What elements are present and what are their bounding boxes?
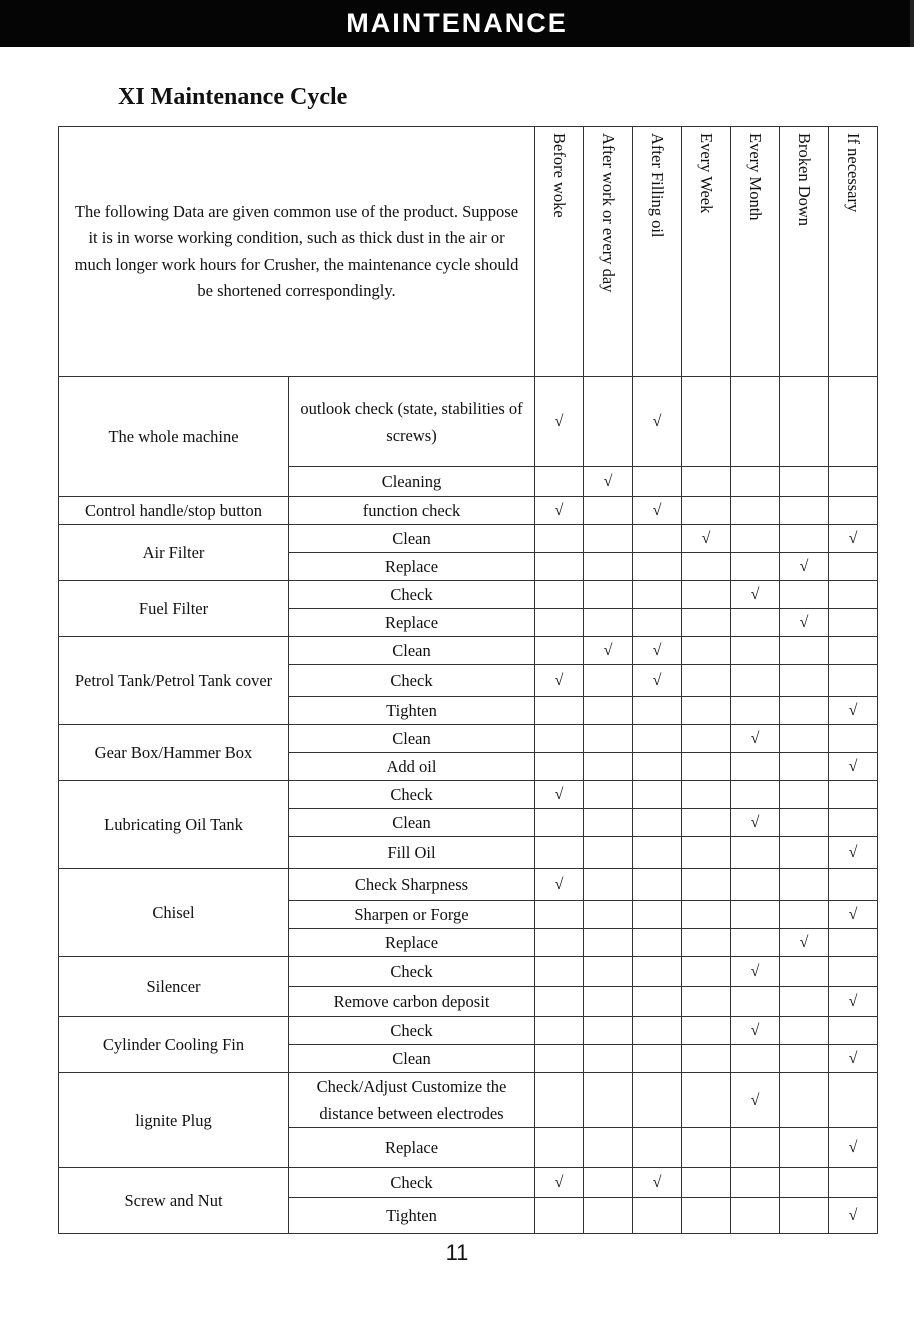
empty-cell <box>731 869 780 901</box>
empty-cell <box>633 987 682 1017</box>
banner-edge-mark <box>910 0 914 47</box>
action-name: Check <box>289 665 535 697</box>
empty-cell <box>535 525 584 553</box>
empty-cell <box>682 753 731 781</box>
empty-cell <box>535 467 584 497</box>
empty-cell <box>584 957 633 987</box>
check-mark: √ <box>780 609 829 637</box>
empty-cell <box>780 1017 829 1045</box>
empty-cell <box>535 1073 584 1128</box>
check-mark: √ <box>535 497 584 525</box>
check-mark: √ <box>731 957 780 987</box>
empty-cell <box>633 869 682 901</box>
empty-cell <box>682 497 731 525</box>
empty-cell <box>829 957 878 987</box>
empty-cell <box>731 1045 780 1073</box>
empty-cell <box>535 581 584 609</box>
empty-cell <box>584 1198 633 1234</box>
empty-cell <box>633 957 682 987</box>
empty-cell <box>731 901 780 929</box>
empty-cell <box>633 837 682 869</box>
empty-cell <box>584 1045 633 1073</box>
empty-cell <box>780 837 829 869</box>
column-header <box>633 127 682 377</box>
header-row <box>59 127 878 377</box>
action-name: Add oil <box>289 753 535 781</box>
empty-cell <box>682 1168 731 1198</box>
empty-cell <box>682 665 731 697</box>
action-name: Replace <box>289 553 535 581</box>
empty-cell <box>535 753 584 781</box>
part-name: lignite Plug <box>59 1073 289 1168</box>
part-name: The whole machine <box>59 377 289 497</box>
empty-cell <box>535 987 584 1017</box>
empty-cell <box>829 869 878 901</box>
check-mark: √ <box>780 929 829 957</box>
table-row <box>59 525 878 553</box>
empty-cell <box>731 553 780 581</box>
empty-cell <box>829 929 878 957</box>
empty-cell <box>584 837 633 869</box>
table-body <box>59 127 878 1234</box>
empty-cell <box>780 957 829 987</box>
empty-cell <box>780 753 829 781</box>
empty-cell <box>535 901 584 929</box>
empty-cell <box>535 637 584 665</box>
empty-cell <box>584 1128 633 1168</box>
section-banner <box>0 0 914 47</box>
empty-cell <box>584 809 633 837</box>
empty-cell <box>731 467 780 497</box>
check-mark: √ <box>829 753 878 781</box>
part-name: Lubricating Oil Tank <box>59 781 289 869</box>
empty-cell <box>731 665 780 697</box>
table-row <box>59 637 878 665</box>
column-header <box>584 127 633 377</box>
check-mark: √ <box>682 525 731 553</box>
check-mark: √ <box>633 377 682 467</box>
column-header-label: If necessary <box>844 133 864 213</box>
check-mark: √ <box>829 837 878 869</box>
empty-cell <box>584 525 633 553</box>
column-header-label: After work or every day <box>599 133 619 293</box>
empty-cell <box>780 665 829 697</box>
empty-cell <box>633 1198 682 1234</box>
table-row <box>59 581 878 609</box>
empty-cell <box>829 809 878 837</box>
maintenance-cycle-table <box>58 126 878 1234</box>
column-header-label: Before woke <box>550 133 570 218</box>
empty-cell <box>633 1128 682 1168</box>
empty-cell <box>682 697 731 725</box>
check-mark: √ <box>535 665 584 697</box>
part-name: Petrol Tank/Petrol Tank cover <box>59 637 289 725</box>
empty-cell <box>731 1168 780 1198</box>
table-row <box>59 1073 878 1128</box>
empty-cell <box>633 901 682 929</box>
action-name: Check Sharpness <box>289 869 535 901</box>
empty-cell <box>633 525 682 553</box>
empty-cell <box>731 377 780 467</box>
empty-cell <box>535 957 584 987</box>
check-mark: √ <box>829 901 878 929</box>
action-name: Replace <box>289 1128 535 1168</box>
banner-title: MAINTENANCE <box>346 8 568 38</box>
empty-cell <box>633 753 682 781</box>
column-header <box>829 127 878 377</box>
column-header <box>682 127 731 377</box>
action-name: Cleaning <box>289 467 535 497</box>
empty-cell <box>780 1128 829 1168</box>
empty-cell <box>535 837 584 869</box>
empty-cell <box>584 753 633 781</box>
empty-cell <box>535 1198 584 1234</box>
check-mark: √ <box>633 637 682 665</box>
action-name: Replace <box>289 929 535 957</box>
empty-cell <box>731 987 780 1017</box>
empty-cell <box>682 781 731 809</box>
empty-cell <box>829 377 878 467</box>
empty-cell <box>829 665 878 697</box>
action-name: Replace <box>289 609 535 637</box>
table-row <box>59 781 878 809</box>
check-mark: √ <box>829 1045 878 1073</box>
part-name: Screw and Nut <box>59 1168 289 1234</box>
empty-cell <box>584 1168 633 1198</box>
empty-cell <box>682 1198 731 1234</box>
table-row <box>59 377 878 467</box>
empty-cell <box>535 929 584 957</box>
empty-cell <box>584 901 633 929</box>
empty-cell <box>633 697 682 725</box>
empty-cell <box>829 609 878 637</box>
check-mark: √ <box>535 869 584 901</box>
empty-cell <box>584 697 633 725</box>
table-row <box>59 497 878 525</box>
empty-cell <box>584 987 633 1017</box>
empty-cell <box>682 467 731 497</box>
empty-cell <box>780 1073 829 1128</box>
check-mark: √ <box>584 637 633 665</box>
column-header-label: Every Month <box>746 133 766 221</box>
empty-cell <box>682 809 731 837</box>
check-mark: √ <box>829 697 878 725</box>
empty-cell <box>682 609 731 637</box>
check-mark: √ <box>633 497 682 525</box>
empty-cell <box>633 1045 682 1073</box>
empty-cell <box>731 837 780 869</box>
empty-cell <box>731 525 780 553</box>
table-row <box>59 725 878 753</box>
check-mark: √ <box>731 809 780 837</box>
table-row <box>59 957 878 987</box>
empty-cell <box>682 377 731 467</box>
action-name: Clean <box>289 525 535 553</box>
empty-cell <box>731 781 780 809</box>
empty-cell <box>535 609 584 637</box>
empty-cell <box>682 581 731 609</box>
action-name: Clean <box>289 1045 535 1073</box>
action-name: Remove carbon deposit <box>289 987 535 1017</box>
check-mark: √ <box>731 725 780 753</box>
action-name: outlook check (state, stabilities of screws) <box>289 377 535 467</box>
check-mark: √ <box>829 1128 878 1168</box>
empty-cell <box>731 697 780 725</box>
empty-cell <box>682 901 731 929</box>
check-mark: √ <box>780 553 829 581</box>
empty-cell <box>584 929 633 957</box>
empty-cell <box>780 869 829 901</box>
empty-cell <box>633 781 682 809</box>
empty-cell <box>829 1168 878 1198</box>
empty-cell <box>731 1128 780 1168</box>
empty-cell <box>633 725 682 753</box>
section-heading: XI Maintenance Cycle <box>118 84 348 110</box>
empty-cell <box>535 809 584 837</box>
table-row <box>59 869 878 901</box>
check-mark: √ <box>535 781 584 809</box>
empty-cell <box>633 467 682 497</box>
empty-cell <box>731 637 780 665</box>
empty-cell <box>829 1073 878 1128</box>
check-mark: √ <box>535 377 584 467</box>
empty-cell <box>535 697 584 725</box>
action-name: Fill Oil <box>289 837 535 869</box>
empty-cell <box>633 809 682 837</box>
part-name: Gear Box/Hammer Box <box>59 725 289 781</box>
table-row <box>59 1168 878 1198</box>
empty-cell <box>584 377 633 467</box>
column-header-label: Broken Down <box>795 133 815 227</box>
action-name: Clean <box>289 725 535 753</box>
empty-cell <box>780 377 829 467</box>
empty-cell <box>829 781 878 809</box>
part-name: Air Filter <box>59 525 289 581</box>
check-mark: √ <box>731 1073 780 1128</box>
empty-cell <box>731 1198 780 1234</box>
action-name: Tighten <box>289 1198 535 1234</box>
column-header-label: After Filling oil <box>648 133 668 238</box>
check-mark: √ <box>829 1198 878 1234</box>
empty-cell <box>584 581 633 609</box>
action-name: Clean <box>289 809 535 837</box>
part-name: Fuel Filter <box>59 581 289 637</box>
column-header <box>731 127 780 377</box>
action-name: Check <box>289 1168 535 1198</box>
empty-cell <box>780 525 829 553</box>
column-header <box>780 127 829 377</box>
empty-cell <box>682 929 731 957</box>
empty-cell <box>682 1073 731 1128</box>
empty-cell <box>829 553 878 581</box>
empty-cell <box>780 1198 829 1234</box>
empty-cell <box>780 1168 829 1198</box>
empty-cell <box>682 1017 731 1045</box>
empty-cell <box>584 1073 633 1128</box>
part-name: Control handle/stop button <box>59 497 289 525</box>
empty-cell <box>584 869 633 901</box>
empty-cell <box>682 1045 731 1073</box>
empty-cell <box>829 497 878 525</box>
column-header-label: Every Week <box>697 133 717 214</box>
empty-cell <box>780 781 829 809</box>
action-name: Clean <box>289 637 535 665</box>
check-mark: √ <box>633 1168 682 1198</box>
empty-cell <box>633 929 682 957</box>
empty-cell <box>682 1128 731 1168</box>
check-mark: √ <box>829 525 878 553</box>
action-name: Check <box>289 957 535 987</box>
action-name: Check/Adjust Customize the distance between electrodes <box>289 1073 535 1128</box>
empty-cell <box>682 725 731 753</box>
check-mark: √ <box>584 467 633 497</box>
empty-cell <box>535 725 584 753</box>
page-number: 11 <box>445 1240 469 1265</box>
empty-cell <box>829 581 878 609</box>
empty-cell <box>584 553 633 581</box>
check-mark: √ <box>829 987 878 1017</box>
empty-cell <box>633 553 682 581</box>
empty-cell <box>829 467 878 497</box>
action-name: Sharpen or Forge <box>289 901 535 929</box>
empty-cell <box>780 725 829 753</box>
empty-cell <box>731 753 780 781</box>
empty-cell <box>584 781 633 809</box>
empty-cell <box>584 609 633 637</box>
empty-cell <box>584 1017 633 1045</box>
empty-cell <box>682 553 731 581</box>
empty-cell <box>584 725 633 753</box>
empty-cell <box>682 637 731 665</box>
empty-cell <box>584 665 633 697</box>
empty-cell <box>535 1017 584 1045</box>
action-name: function check <box>289 497 535 525</box>
empty-cell <box>731 497 780 525</box>
empty-cell <box>780 581 829 609</box>
empty-cell <box>633 1017 682 1045</box>
empty-cell <box>829 1017 878 1045</box>
action-name: Check <box>289 581 535 609</box>
empty-cell <box>780 497 829 525</box>
empty-cell <box>780 697 829 725</box>
empty-cell <box>535 1128 584 1168</box>
empty-cell <box>682 837 731 869</box>
empty-cell <box>829 725 878 753</box>
part-name: Silencer <box>59 957 289 1017</box>
empty-cell <box>780 1045 829 1073</box>
empty-cell <box>780 901 829 929</box>
empty-cell <box>731 609 780 637</box>
empty-cell <box>780 637 829 665</box>
empty-cell <box>633 609 682 637</box>
column-header <box>535 127 584 377</box>
check-mark: √ <box>731 1017 780 1045</box>
action-name: Check <box>289 1017 535 1045</box>
empty-cell <box>731 929 780 957</box>
empty-cell <box>780 987 829 1017</box>
empty-cell <box>682 957 731 987</box>
empty-cell <box>780 467 829 497</box>
intro-note: The following Data are given common use of the product. Suppose it is in worse working condition, such as thick dust in the air or much longer work hours for Crusher, the maintenance cycle should be shortened correspondingly. <box>59 127 535 377</box>
check-mark: √ <box>731 581 780 609</box>
empty-cell <box>780 809 829 837</box>
check-mark: √ <box>633 665 682 697</box>
empty-cell <box>829 637 878 665</box>
part-name: Chisel <box>59 869 289 957</box>
part-name: Cylinder Cooling Fin <box>59 1017 289 1073</box>
empty-cell <box>682 987 731 1017</box>
empty-cell <box>633 1073 682 1128</box>
action-name: Check <box>289 781 535 809</box>
empty-cell <box>584 497 633 525</box>
table-row <box>59 1017 878 1045</box>
empty-cell <box>535 553 584 581</box>
empty-cell <box>535 1045 584 1073</box>
empty-cell <box>682 869 731 901</box>
action-name: Tighten <box>289 697 535 725</box>
empty-cell <box>633 581 682 609</box>
check-mark: √ <box>535 1168 584 1198</box>
